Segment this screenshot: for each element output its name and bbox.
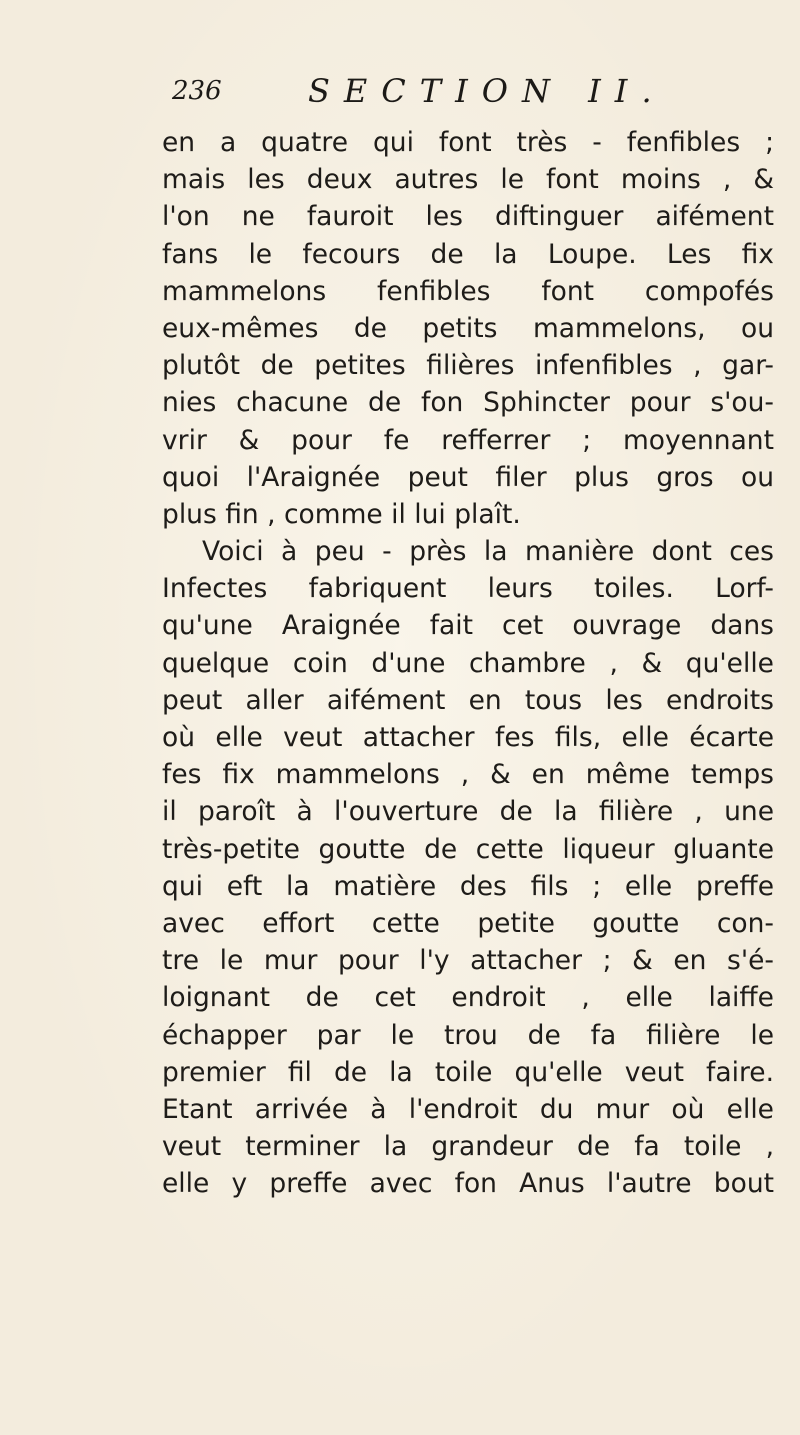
text-line: où elle veut attacher fes fils, elle écarte [162, 722, 774, 753]
page-number: 236 [172, 76, 222, 106]
text-line: échapper par le trou de fa filière le [162, 1019, 774, 1051]
text-line: l'on ne fauroit les diftinguer aifément [162, 201, 774, 233]
text-line: qu'une Araignée fait cet ouvrage dans [162, 610, 774, 642]
text-line: Infectes fabriquent leurs toiles. Lorf- [162, 573, 774, 605]
paragraph-first-line: Voici à peu - près la manière dont ces [202, 536, 774, 568]
text-line: elle y preffe avec fon Anus l'autre bout [162, 1168, 774, 1200]
text-line: eux-mêmes de petits mammelons, ou [162, 312, 774, 344]
text-line: tre le mur pour l'y attacher ; & en s'é- [162, 945, 774, 977]
text-line: en a quatre qui font très - fenfibles ; [162, 127, 774, 158]
text-line: quelque coin d'une chambre , & qu'elle [162, 647, 774, 679]
text-line: avec effort cette petite goutte con- [162, 907, 774, 939]
text-line: veut terminer la grandeur de fa toile , [162, 1131, 774, 1163]
text-line: vrir & pour fe refferrer ; moyennant [162, 424, 774, 456]
text-line: Etant arrivée à l'endroit du mur où elle [162, 1093, 774, 1125]
text-line: nies chacune de fon Sphincter pour s'ou- [162, 387, 774, 419]
body-text [162, 124, 774, 1202]
text-line: plutôt de petites filières infenfibles , gar- [162, 350, 774, 382]
text-line: mammelons fenfibles font compofés [162, 275, 774, 307]
text-line: fes fix mammelons , & en même temps [162, 759, 774, 791]
text-line: très-petite goutte de cette liqueur gluante [162, 833, 774, 865]
text-line: loignant de cet endroit , elle laiffe [162, 982, 774, 1014]
text-line: plus fin , comme il lui plaît. [162, 498, 521, 530]
text-line: peut aller aifément en tous les endroits [162, 684, 774, 716]
text-line: quoi l'Araignée peut filer plus gros ou [162, 461, 774, 493]
running-head: SECTION II. [308, 72, 666, 110]
text-line: fans le fecours de la Loupe. Les fix [162, 238, 774, 270]
text-line: il paroît à l'ouverture de la filière , une [162, 796, 774, 828]
text-line: qui eft la matière des fils ; elle preffe [162, 870, 774, 902]
text-line: premier fil de la toile qu'elle veut faire. [162, 1056, 774, 1088]
text-line: mais les deux autres le font moins , & [162, 164, 774, 196]
